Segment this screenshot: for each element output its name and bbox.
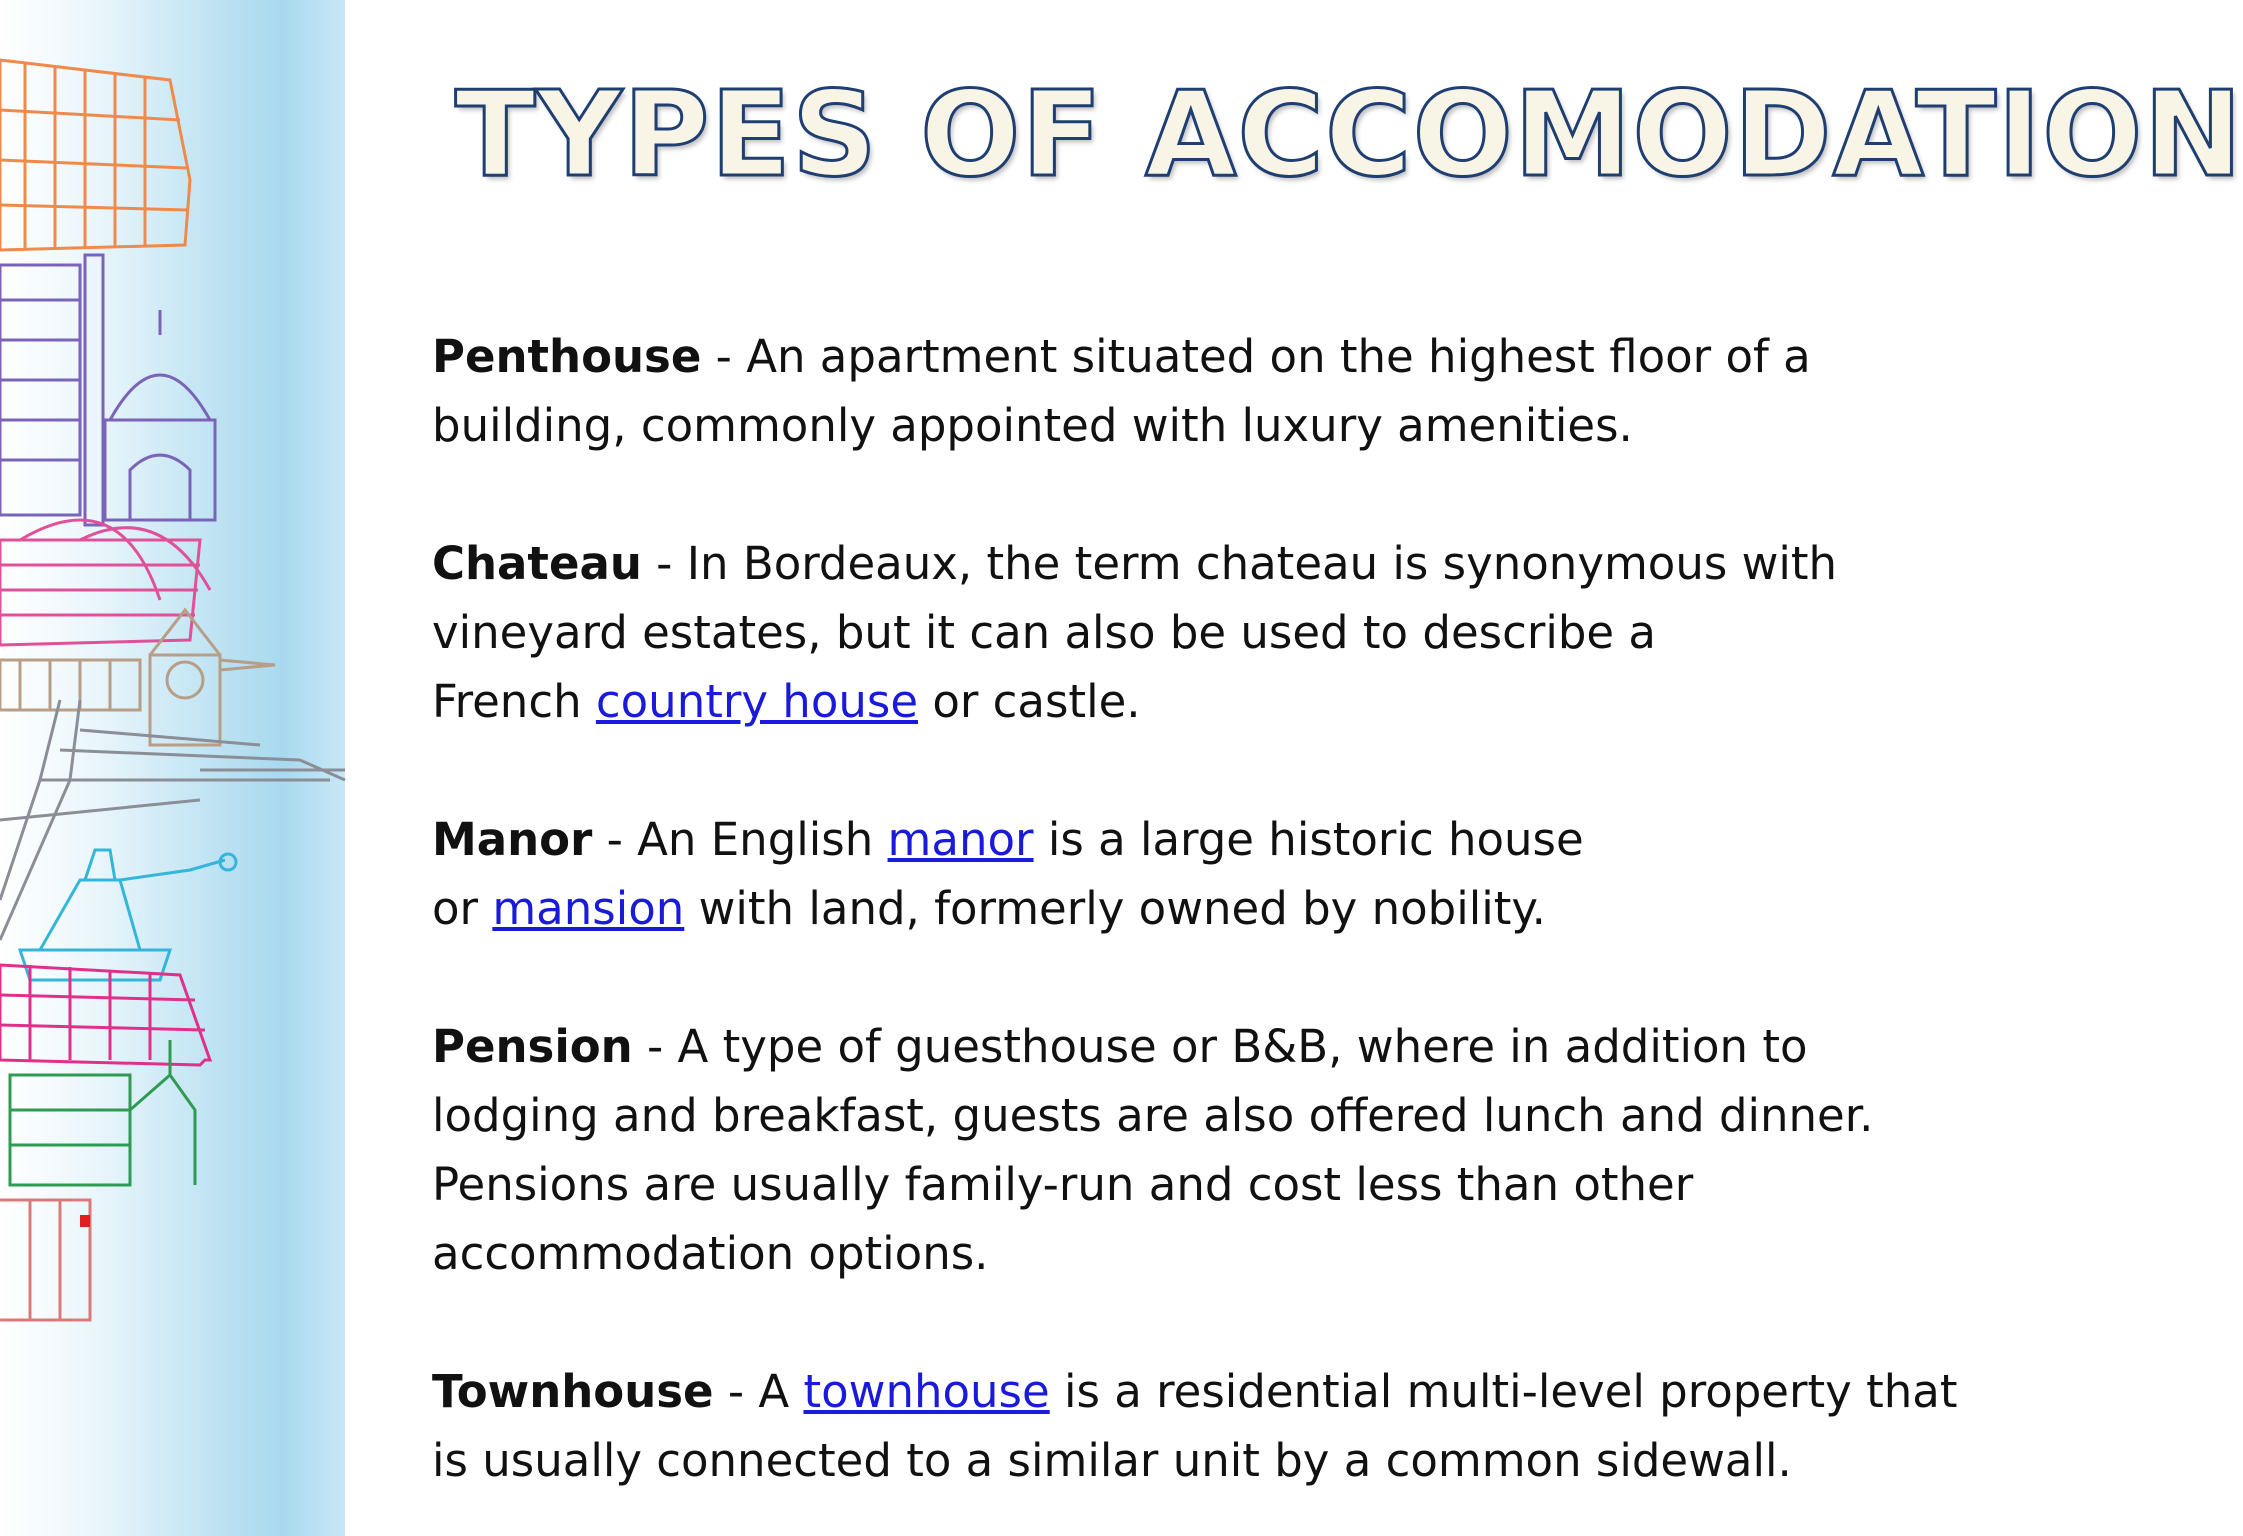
penthouse-line-1: - An apartment situated on the highest floor of a [701, 330, 1811, 383]
pension-line-4: accommodation options. [432, 1227, 989, 1280]
colosseum-icon [0, 60, 190, 250]
manor-link[interactable]: manor [887, 813, 1034, 866]
penthouse-line-2: building, commonly appointed with luxury amenities. [432, 399, 1633, 452]
townhouse-link[interactable]: townhouse [803, 1365, 1050, 1418]
term-manor: Manor [432, 813, 593, 866]
chateau-line-3-post: or castle. [918, 675, 1141, 728]
chateau-line-3-pre: French [432, 675, 596, 728]
manor-line-1-post: is a large historic house [1033, 813, 1584, 866]
landmarks-illustration [0, 0, 345, 1536]
entry-townhouse [432, 1357, 2012, 1495]
entry-penthouse [432, 322, 2012, 460]
eiffel-tower-icon [0, 700, 345, 940]
big-ben-icon [0, 610, 275, 745]
sydney-opera-house-icon [0, 520, 210, 645]
entry-pension [432, 1012, 2012, 1288]
city-outline-icon [0, 1200, 90, 1320]
townhouse-line-1-post: is a residential multi-level property that [1049, 1365, 1958, 1418]
slide-title: TYPES OF ACCOMODATION [455, 65, 2243, 203]
term-townhouse: Townhouse [432, 1365, 714, 1418]
accommodation-list [432, 322, 2012, 1495]
chateau-line-2: vineyard estates, but it can also be used to describe a [432, 606, 1656, 659]
pension-line-3: Pensions are usually family-run and cost less than other [432, 1158, 1694, 1211]
townhouse-line-2: is usually connected to a similar unit by a common sidewall. [432, 1434, 1792, 1487]
statue-of-liberty-icon [20, 850, 236, 980]
term-penthouse: Penthouse [432, 330, 702, 383]
manor-line-2-post: with land, formerly owned by nobility. [684, 882, 1546, 935]
townhouse-line-1-pre: - A [713, 1365, 804, 1418]
chateau-line-1: - In Bordeaux, the term chateau is synonymous with [641, 537, 1838, 590]
pension-line-2: lodging and breakfast, guests are also offered lunch and dinner. [432, 1089, 1874, 1142]
taj-mahal-icon [0, 255, 215, 525]
country-house-link[interactable]: country house [595, 675, 919, 728]
manor-line-1-pre: - An English [592, 813, 888, 866]
pension-line-1: - A type of guesthouse or B&B, where in addition to [632, 1020, 1808, 1073]
manor-line-2-pre: or [432, 882, 493, 935]
term-pension: Pension [432, 1020, 633, 1073]
entry-chateau [432, 529, 2012, 736]
landmarks-sidebar [0, 0, 345, 1536]
term-chateau: Chateau [432, 537, 642, 590]
entry-manor [432, 805, 2012, 943]
mansion-link[interactable]: mansion [492, 882, 685, 935]
